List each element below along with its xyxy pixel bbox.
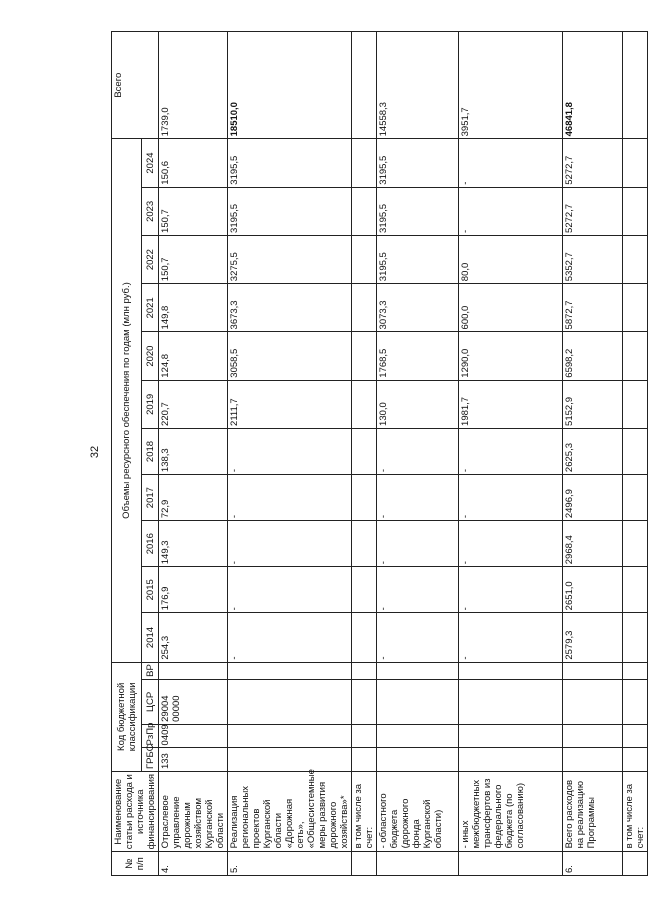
- cell-year-value: -: [228, 428, 352, 474]
- row-name: в том числе за счет:: [623, 772, 648, 852]
- cell-year-value: [352, 380, 377, 428]
- header-year: 2021: [142, 284, 159, 332]
- cell-rzpr: [563, 724, 623, 748]
- cell-total: 46841,8: [563, 32, 623, 139]
- cell-year-value: 3195,5: [377, 235, 459, 283]
- rotated-table-container: [111, 31, 646, 876]
- row-number: 4.: [159, 852, 228, 876]
- cell-total: [623, 32, 648, 139]
- cell-year-value: 2651,0: [563, 567, 623, 613]
- cell-total: 3951,7: [459, 32, 563, 139]
- cell-csr: [377, 679, 459, 724]
- cell-year-value: 5352,7: [563, 235, 623, 283]
- row-number: [352, 852, 377, 876]
- cell-grbs: [459, 748, 563, 772]
- cell-year-value: -: [459, 475, 563, 521]
- cell-rzpr: [352, 724, 377, 748]
- header-year: 2018: [142, 428, 159, 474]
- cell-year-value: [623, 139, 648, 187]
- cell-year-value: [623, 187, 648, 235]
- cell-year-value: [352, 187, 377, 235]
- cell-year-value: 150,7: [159, 235, 228, 283]
- row-number: 5.: [228, 852, 352, 876]
- cell-vr: [623, 662, 648, 679]
- header-year: 2023: [142, 187, 159, 235]
- cell-year-value: 3673,3: [228, 284, 352, 332]
- cell-year-value: 150,6: [159, 139, 228, 187]
- cell-year-value: [623, 380, 648, 428]
- header-year: 2015: [142, 567, 159, 613]
- table-body: [159, 32, 648, 876]
- cell-vr: [563, 662, 623, 679]
- cell-year-value: [623, 567, 648, 613]
- cell-year-value: [623, 284, 648, 332]
- cell-year-value: -: [377, 475, 459, 521]
- resource-table: [111, 31, 648, 876]
- cell-year-value: [623, 613, 648, 662]
- cell-rzpr: [228, 724, 352, 748]
- table-row: [563, 32, 623, 876]
- cell-vr: [228, 662, 352, 679]
- row-name: - областного бюджета (дорожного фонда Курганской области): [377, 772, 459, 852]
- cell-year-value: [352, 521, 377, 567]
- row-number: [377, 852, 459, 876]
- table-row: [352, 32, 377, 876]
- cell-year-value: -: [459, 521, 563, 567]
- row-name: Отраслевое управление дорожным хозяйством Курганской области: [159, 772, 228, 852]
- cell-year-value: 150,7: [159, 187, 228, 235]
- cell-total: 18510,0: [228, 32, 352, 139]
- cell-year-value: -: [377, 613, 459, 662]
- table-row: [228, 32, 352, 876]
- cell-year-value: -: [459, 187, 563, 235]
- cell-year-value: 149,8: [159, 284, 228, 332]
- cell-grbs: [228, 748, 352, 772]
- row-name: - иных межбюджетных трансфертов из федерального бюджета (по согласованию): [459, 772, 563, 852]
- cell-year-value: 2496,9: [563, 475, 623, 521]
- cell-grbs: [563, 748, 623, 772]
- cell-csr: [352, 679, 377, 724]
- cell-total: 14558,3: [377, 32, 459, 139]
- cell-year-value: [623, 521, 648, 567]
- cell-year-value: 124,8: [159, 332, 228, 380]
- cell-year-value: 2625,3: [563, 428, 623, 474]
- cell-rzpr: [459, 724, 563, 748]
- cell-csr: [459, 679, 563, 724]
- header-no: № п/п: [112, 852, 159, 876]
- header-code-col: ЦСР: [142, 679, 159, 724]
- cell-year-value: 138,3: [159, 428, 228, 474]
- cell-year-value: -: [377, 567, 459, 613]
- header-name: Наименование статьи расхода и источника финансирования: [112, 772, 159, 852]
- cell-year-value: 220,7: [159, 380, 228, 428]
- cell-year-value: -: [459, 613, 563, 662]
- cell-year-value: 2579,3: [563, 613, 623, 662]
- cell-grbs: [352, 748, 377, 772]
- cell-year-value: 254,3: [159, 613, 228, 662]
- table-row: [623, 32, 648, 876]
- cell-year-value: -: [377, 521, 459, 567]
- cell-year-value: [352, 235, 377, 283]
- table-row: [159, 32, 228, 876]
- cell-vr: [159, 662, 228, 679]
- cell-year-value: 3275,5: [228, 235, 352, 283]
- cell-total: [352, 32, 377, 139]
- cell-year-value: 5872,7: [563, 284, 623, 332]
- cell-vr: [377, 662, 459, 679]
- cell-year-value: 1768,5: [377, 332, 459, 380]
- cell-year-value: 3195,5: [228, 139, 352, 187]
- cell-year-value: 5152,9: [563, 380, 623, 428]
- cell-year-value: [352, 475, 377, 521]
- cell-year-value: [623, 475, 648, 521]
- cell-grbs: [623, 748, 648, 772]
- cell-year-value: 5272,7: [563, 187, 623, 235]
- cell-year-value: [352, 332, 377, 380]
- cell-year-value: -: [459, 567, 563, 613]
- cell-year-value: 72,9: [159, 475, 228, 521]
- cell-year-value: -: [228, 613, 352, 662]
- cell-rzpr: 0409: [159, 724, 228, 748]
- cell-csr: 29004 00000: [159, 679, 228, 724]
- cell-year-value: [623, 235, 648, 283]
- cell-year-value: 3058,5: [228, 332, 352, 380]
- header-code-col: ГРБС: [142, 748, 159, 772]
- cell-year-value: 176,9: [159, 567, 228, 613]
- row-number: [459, 852, 563, 876]
- row-name: Всего расходов на реализацию Программы: [563, 772, 623, 852]
- header-year: 2014: [142, 613, 159, 662]
- cell-year-value: 600,0: [459, 284, 563, 332]
- cell-year-value: 6598,2: [563, 332, 623, 380]
- table-row: [459, 32, 563, 876]
- cell-year-value: 1981,7: [459, 380, 563, 428]
- header-year: 2019: [142, 380, 159, 428]
- cell-rzpr: [377, 724, 459, 748]
- page-number: 32: [89, 445, 101, 459]
- cell-year-value: 3073,3: [377, 284, 459, 332]
- cell-year-value: 80,0: [459, 235, 563, 283]
- row-name: Реализация региональных проектов Курганской области «Дорожная сеть», «Общесистемные меры развития дорожного хозяйства»*: [228, 772, 352, 852]
- cell-year-value: [623, 332, 648, 380]
- cell-year-value: [352, 613, 377, 662]
- cell-year-value: -: [228, 521, 352, 567]
- cell-vr: [352, 662, 377, 679]
- cell-year-value: [352, 284, 377, 332]
- cell-year-value: 5272,7: [563, 139, 623, 187]
- header-year: 2022: [142, 235, 159, 283]
- cell-year-value: 149,3: [159, 521, 228, 567]
- cell-vr: [459, 662, 563, 679]
- header-year: 2020: [142, 332, 159, 380]
- cell-year-value: [352, 428, 377, 474]
- header-year: 2016: [142, 521, 159, 567]
- cell-year-value: 3195,5: [377, 187, 459, 235]
- header-volume: Объемы ресурсного обеспечения по годам (млн руб.): [112, 139, 142, 662]
- cell-rzpr: [623, 724, 648, 748]
- header-code-col: ВР: [142, 662, 159, 679]
- header-code: Код бюджетной классификации: [112, 662, 142, 771]
- header-code-col: РзПр: [142, 724, 159, 748]
- cell-year-value: -: [459, 139, 563, 187]
- cell-year-value: 130,0: [377, 380, 459, 428]
- header-year: 2024: [142, 139, 159, 187]
- cell-year-value: -: [459, 428, 563, 474]
- cell-year-value: 3195,5: [377, 139, 459, 187]
- cell-year-value: [623, 428, 648, 474]
- cell-grbs: [377, 748, 459, 772]
- cell-year-value: 3195,5: [228, 187, 352, 235]
- cell-csr: [563, 679, 623, 724]
- row-number: [623, 852, 648, 876]
- cell-csr: [623, 679, 648, 724]
- cell-year-value: 1290,0: [459, 332, 563, 380]
- cell-year-value: [352, 567, 377, 613]
- header-subrow: [142, 32, 159, 876]
- cell-year-value: 2968,4: [563, 521, 623, 567]
- cell-year-value: [352, 139, 377, 187]
- cell-total: 1739,0: [159, 32, 228, 139]
- cell-year-value: -: [228, 567, 352, 613]
- row-number: 6.: [563, 852, 623, 876]
- table-row: [377, 32, 459, 876]
- cell-year-value: 2111,7: [228, 380, 352, 428]
- cell-year-value: -: [377, 428, 459, 474]
- cell-year-value: -: [228, 475, 352, 521]
- header-total: Всего: [112, 32, 159, 139]
- row-name: в том числе за счет:: [352, 772, 377, 852]
- header-year: 2017: [142, 475, 159, 521]
- cell-csr: [228, 679, 352, 724]
- cell-grbs: 133: [159, 748, 228, 772]
